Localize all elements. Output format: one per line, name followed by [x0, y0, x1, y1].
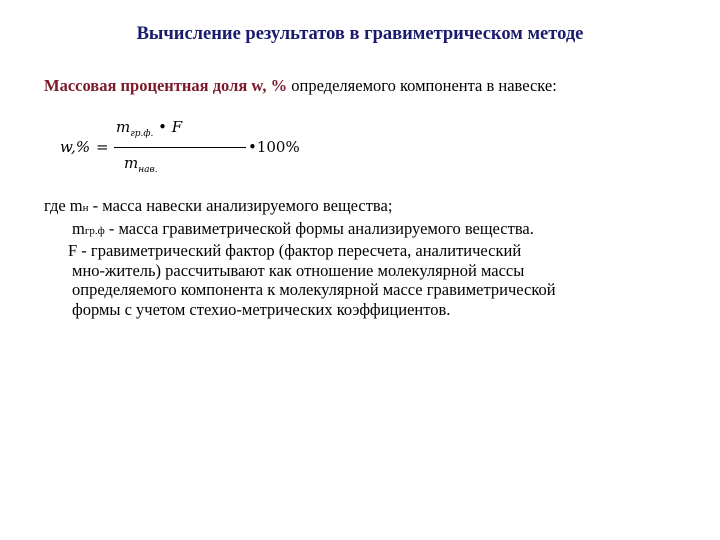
numerator-factor: • F — [158, 118, 183, 136]
line1-text: - масса навески анализируемого вещества; — [88, 196, 393, 215]
mass-fraction-heading — [44, 76, 557, 96]
denominator-subscript: нав. — [138, 165, 158, 175]
mass-fraction-description: определяемого компонента в навеске: — [291, 76, 557, 95]
denominator-mass: m — [124, 154, 139, 172]
numerator-subscript: гр.ф. — [130, 129, 154, 139]
explanation-line-6: формы с учетом стехио-метрических коэффициентов. — [72, 299, 451, 319]
mass-fraction-term: Массовая процентная доля w, % — [44, 76, 288, 95]
explanation-line-2 — [44, 219, 684, 242]
explanation-line-4: мно-житель) рассчитывают как отношение молекулярной массы — [72, 260, 525, 280]
fraction-bar — [114, 147, 246, 148]
explanation-line-1 — [44, 196, 684, 219]
line2-text: - масса гравиметрической формы анализируемого вещества. — [104, 218, 534, 238]
numerator-mass: m — [116, 118, 131, 136]
formula-multiplier: •100% — [248, 138, 300, 156]
mass-fraction-formula — [60, 118, 300, 182]
formula-denominator — [124, 154, 158, 175]
line2-subscript: гр.ф — [84, 224, 105, 237]
line1-subscript: н — [82, 202, 89, 214]
formula-numerator — [116, 118, 182, 139]
line2-lead: m — [72, 218, 85, 238]
explanation-line-5: определяемого компонента к молекулярной массе гравиметрической — [72, 280, 556, 299]
slide-title: Вычисление результатов в гравиметрическом методе — [136, 24, 584, 44]
explanation-line-3: F - гравиметрический фактор (фактор пересчета, аналитический — [68, 241, 522, 260]
formula-equals: = — [96, 138, 109, 156]
line1-lead: где m — [44, 196, 83, 215]
explanation-text — [44, 196, 684, 319]
formula-lhs: w,% — [60, 138, 91, 156]
